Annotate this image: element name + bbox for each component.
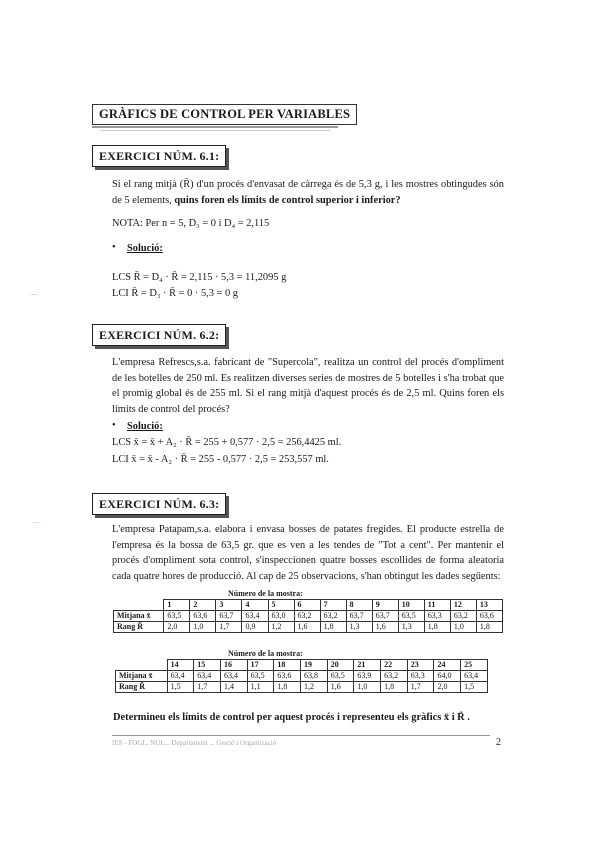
table-cell: 1,4: [220, 682, 247, 693]
table-row: [116, 682, 488, 693]
table-cell: 1,8: [381, 682, 408, 693]
table-col-header: 9: [372, 600, 398, 611]
bullet-dot: •: [112, 242, 116, 253]
table-cell: 1,7: [407, 682, 434, 693]
page-title-text: GRÀFICS DE CONTROL PER VARIABLES: [99, 107, 351, 121]
table-cell: 63,2: [381, 671, 408, 682]
table-col-header: 15: [194, 660, 221, 671]
row-label-rang: Rang R̄: [114, 622, 164, 633]
table-col-header: 18: [274, 660, 301, 671]
table-cell: 1,5: [461, 682, 488, 693]
table-cell: 2,0: [164, 622, 190, 633]
samples-table-2: [115, 659, 488, 693]
table-cell: 1,0: [190, 622, 216, 633]
table-col-header: 1: [164, 600, 190, 611]
page-number: 2: [496, 737, 501, 748]
table-corner: [114, 600, 164, 611]
table-cell: 63,8: [301, 671, 328, 682]
table-col-header: 17: [247, 660, 274, 671]
table-cell: 63,4: [242, 611, 268, 622]
table-col-header: 25: [461, 660, 488, 671]
table-cell: 1,8: [274, 682, 301, 693]
ex1-rbar: R̄: [183, 179, 191, 190]
table-cell: 1,8: [320, 622, 346, 633]
table-cell: 63,2: [320, 611, 346, 622]
table-col-header: 10: [398, 600, 424, 611]
row-label-mitjana: Mitjana x̄: [114, 611, 164, 622]
exercise-6-1-solution-label: Solució:: [127, 243, 163, 254]
table-header-row: [116, 660, 488, 671]
table-cell: 63,6: [274, 671, 301, 682]
table-cell: 63,4: [167, 671, 194, 682]
table-col-header: 7: [320, 600, 346, 611]
table-col-header: 24: [434, 660, 461, 671]
exercise-6-1-header: [92, 145, 226, 167]
table-cell: 63,4: [220, 671, 247, 682]
table-cell: 1,7: [216, 622, 242, 633]
exercise-6-2-header: [92, 324, 226, 346]
exercise-6-2-solution-label: Solució:: [127, 421, 163, 432]
table-cell: 1,3: [398, 622, 424, 633]
table-cell: 63,0: [268, 611, 294, 622]
exercise-6-1-note: NOTA: Per n = 5, D₃ = 0 i D₄ = 2,115: [112, 218, 270, 229]
row-label-rang: Rang R̄: [116, 682, 168, 693]
table-cell: 63,2: [450, 611, 476, 622]
table-header-row: [114, 600, 503, 611]
exercise-6-3-question: Determineu els límits de control per aquest procés i representeu els gràfics x̄ i R̄ .: [113, 712, 470, 723]
table-corner: [116, 660, 168, 671]
table-cell: 1,2: [301, 682, 328, 693]
table-col-header: 8: [346, 600, 372, 611]
table-cell: 1,7: [194, 682, 221, 693]
table-col-header: 13: [476, 600, 502, 611]
table-cell: 64,0: [434, 671, 461, 682]
table-cell: 63,6: [476, 611, 502, 622]
table-col-header: 23: [407, 660, 434, 671]
table-cell: 0,9: [242, 622, 268, 633]
table-cell: 63,2: [294, 611, 320, 622]
table-cell: 1,0: [354, 682, 381, 693]
table-col-header: 14: [167, 660, 194, 671]
table-cell: 63,3: [407, 671, 434, 682]
table-cell: 63,4: [194, 671, 221, 682]
table-cell: 1,8: [424, 622, 450, 633]
table-col-header: 6: [294, 600, 320, 611]
table-cell: 1,2: [268, 622, 294, 633]
table-col-header: 19: [301, 660, 328, 671]
title-underline: [92, 126, 338, 128]
table-cell: 63,5: [164, 611, 190, 622]
ex1-text-b: ) d'un procés d'envasat de càrrega és de 5,3 g, i les mostres obtingudes són de 5 elements,: [112, 179, 504, 206]
table-cell: 63,6: [190, 611, 216, 622]
table-cell: 1,3: [346, 622, 372, 633]
scan-mark: ⌒: [32, 522, 42, 532]
exercise-6-3-header-text: EXERCICI NÚM. 6.3:: [99, 497, 220, 511]
table-cell: 1,6: [294, 622, 320, 633]
table-cell: 1,1: [247, 682, 274, 693]
exercise-6-2-lcs: LCS x̄ = x̄ + A₂ · R̄ = 255 + 0,577 · 2,5 = 256,4425 ml.: [112, 437, 342, 448]
exercise-6-1-lcs: LCS R̄ = D₄ · R̄ = 2,115 · 5,3 = 11,2095 g: [112, 272, 287, 283]
exercise-6-3-statement: L'empresa Patapam,s.a. elabora i envasa bosses de patates fregides. El producte estrella de l'empresa és la bossa de 63,5 gr. que es ven a les tendes de "Tot a cent". Per mantenir el procés d'ompliment sota control, s'inspeccionen quatre bosses escollides de forma aleatoria cada quatre hores de producció. Al cap de 25 observacions, s'han obtingut les dades següents:: [112, 524, 504, 582]
table-cell: 63,4: [461, 671, 488, 682]
exercise-6-2-lci: LCI x̄ = x̄ - A₂ · R̄ = 255 - 0,577 · 2,5 = 253,557 ml.: [112, 454, 329, 465]
samples-table-1: [113, 599, 503, 633]
scan-mark: ⌒: [30, 294, 40, 304]
exercise-6-1-lci: LCI R̄ = D₃ · R̄ = 0 · 5,3 = 0 g: [112, 288, 238, 299]
table-row: [114, 611, 503, 622]
table-cell: 2,0: [434, 682, 461, 693]
table-cell: 1,0: [450, 622, 476, 633]
table-col-header: 22: [381, 660, 408, 671]
title-shadow: [100, 130, 330, 131]
table-row: [116, 671, 488, 682]
table-cell: 1,6: [327, 682, 354, 693]
bullet-dot: •: [112, 420, 116, 431]
table-row: [114, 622, 503, 633]
table-cell: 1,6: [372, 622, 398, 633]
table-cell: 63,7: [216, 611, 242, 622]
table-cell: 63,5: [327, 671, 354, 682]
exercise-6-2-header-text: EXERCICI NÚM. 6.2:: [99, 328, 220, 342]
footer-text: IES - FOGL, NUL... Departament ... Gestió i Organització: [112, 739, 277, 747]
table-col-header: 5: [268, 600, 294, 611]
table-cell: 63,9: [354, 671, 381, 682]
row-label-mitjana: Mitjana x̄: [116, 671, 168, 682]
table-col-header: 2: [190, 600, 216, 611]
table-cell: 63,5: [398, 611, 424, 622]
table-cell: 63,3: [424, 611, 450, 622]
exercise-6-1-statement: [112, 177, 504, 208]
table-col-header: 20: [327, 660, 354, 671]
ex1-question: quins foren els límits de control superior i inferior?: [174, 194, 401, 206]
ex1-text-a: Si el rang mitjà (: [112, 179, 184, 190]
table-cell: 1,8: [476, 622, 502, 633]
table-cell: 63,5: [247, 671, 274, 682]
table-cell: 1,5: [167, 682, 194, 693]
table-col-header: 12: [450, 600, 476, 611]
table-col-header: 3: [216, 600, 242, 611]
exercise-6-1-header-text: EXERCICI NÚM. 6.1:: [99, 149, 220, 163]
table1-caption: Número de la mostra:: [228, 589, 303, 598]
footer-rule: [112, 735, 490, 736]
table2-caption: Número de la mostra:: [228, 649, 303, 658]
exercise-6-3-header: [92, 493, 226, 515]
table-col-header: 11: [424, 600, 450, 611]
exercise-6-2-statement: L'empresa Refrescs,s.a. fabricant de "Supercola", realitza un control del procés d'ompliment de les botelles de 250 ml. Es realitzen diverses series de mostres de 5 botelles i s'ha trobat que el promig global és de 255 ml. Si el rang mitjà d'aquest procés és de 2,5 ml. Quins foren els límits de control del procés?: [112, 357, 504, 415]
table-col-header: 4: [242, 600, 268, 611]
table-cell: 63,7: [346, 611, 372, 622]
table-col-header: 21: [354, 660, 381, 671]
table-col-header: 16: [220, 660, 247, 671]
page-title: [92, 104, 357, 125]
table-cell: 63,7: [372, 611, 398, 622]
